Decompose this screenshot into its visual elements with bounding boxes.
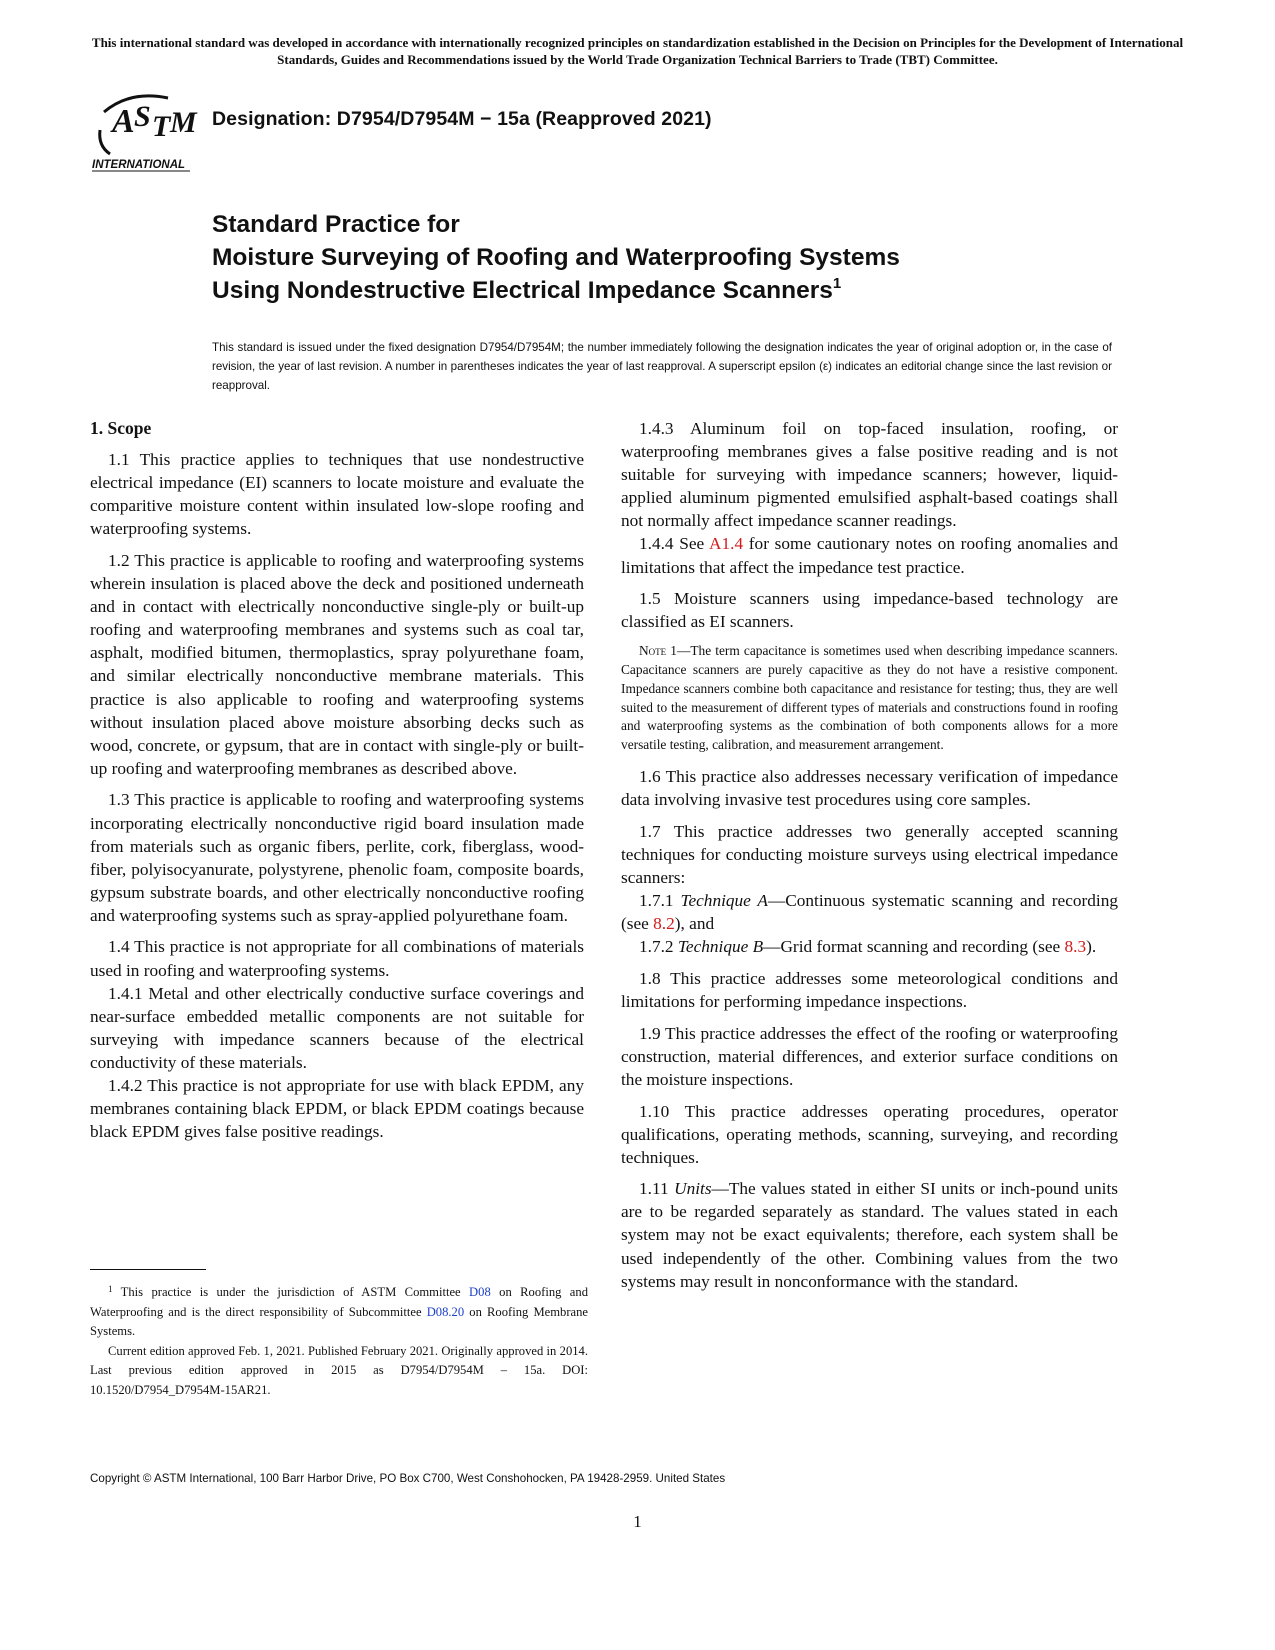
note-1: Note 1—The term capacitance is sometimes used when describing impedance scanners. Capacitance scanners are purely capacitive as they do not have a resistive component. Impedance scanners combine both capacitance and resistance for testing; thus, they are well suited to the measurement of different types of materials and constructions found in roofing and waterproofing systems as the combination of both components allows for a more versatile testing, calibration, and measurement arrangement. <box>621 642 1118 753</box>
title-line-3: Using Nondestructive Electrical Impedance Scanners$^1$ <box>212 275 842 304</box>
paragraph-1-4-4: 1.4.4 See A1.4 for some cautionary notes on roofing anomalies and limitations that affect the impedance test practice. <box>621 534 1118 577</box>
svg-text:A: A <box>112 103 135 140</box>
paragraph-1-7-2: 1.7.2 Technique B—Grid format scanning and recording (see 8.3). <box>639 937 1097 957</box>
paragraph-1-3: 1.3 This practice is applicable to roofing and waterproofing systems incorporating electrically nonconductive rigid board insulation made from materials such as organic fibers, perlite, cork, fiberglass, wood-fiber, polyisocyanurate, polystyrene, phenolic foam, composite boards, gypsum substrate boards, and other electrically nonconductive roofing and waterproofing systems such as spray-applied polyurethane foam. <box>90 790 584 925</box>
page-number: 1 <box>633 1512 642 1531</box>
paragraph-1-10: 1.10 This practice addresses operating procedures, operator qualifications, operating methods, scanning, surveying, and recording techniques. <box>621 1101 1118 1167</box>
section-heading-scope: 1. Scope <box>90 418 152 438</box>
title-line-2: Moisture Surveying of Roofing and Waterproofing Systems <box>212 244 900 271</box>
paragraph-1-7: 1.7 This practice addresses two generally accepted scanning techniques for conducting moisture surveys using electrical impedance scanners: <box>621 821 1118 888</box>
link-d08-20[interactable]: D08.20 <box>426 1304 465 1319</box>
paragraph-1-2: 1.2 This practice is applicable to roofing and waterproofing systems wherein insulation is placed above the deck and positioned underneath and in contact with electrically nonconductive single-ply or built-up roofing and waterproofing membranes and systems such as coal tar, asphalt, modified bitumen, thermoplastics, spray polyurethane foam, and similar electrically nonconductive membrane materials. This practice is also applicable to roofing and waterproofing systems without insulation placed above moisture absorbing decks such as wood, concrete, or gypsum, that are in contact with single-ply or built-up roofing and waterproofing membranes as described above. <box>90 550 584 778</box>
edition-note: Current edition approved Feb. 1, 2021. Published February 2021. Originally approved in 2014. Last previous edition approved in 2015 as D7954/D7954M – 15a. DOI: 10.1520/D7954_D7954M-15AR21. <box>90 1343 588 1397</box>
title-block <box>212 208 1112 307</box>
footnote-divider <box>90 1269 206 1270</box>
link-a1-4[interactable]: A1.4 <box>709 534 744 554</box>
link-8-2[interactable]: 8.2 <box>653 914 675 934</box>
title-footnote-ref[interactable]: 1 <box>832 275 842 292</box>
paragraph-1-4-1: 1.4.1 Metal and other electrically conductive surface coverings and near-surface embedded metallic components are not suitable for surveying with impedance scanners because of the electrical conductivity of these materials. <box>90 983 584 1072</box>
issuance-statement: This standard is issued under the fixed designation D7954/D7954M; the number immediately following the designation indicates the year of original adoption or, in the case of revision, the year of last revision. A number in parentheses indicates the year of last reapproval. A superscript epsilon (ε) indicates an editorial change since the last revision or reapproval. <box>212 341 1112 392</box>
footnotes <box>90 1283 588 1400</box>
paragraph-1-11: 1.11 Units—The values stated in either SI units or inch-pound units are to be regarded separately as standard. The values stated in each system may not be exact equivalents; therefore, each system shall be used independently of the other. Combining values from the two systems may result in nonconformance with the standard. <box>621 1179 1118 1291</box>
paragraph-1-8: 1.8 This practice addresses some meteorological conditions and limitations for performing impedance inspections. <box>621 969 1118 1012</box>
link-8-3[interactable]: 8.3 <box>1064 937 1087 957</box>
copyright-notice: Copyright © ASTM International, 100 Barr Harbor Drive, PO Box C700, West Conshohocken, PA 19428-2959. United States <box>90 1472 726 1485</box>
footnote-1: $^1$ This practice is under the jurisdiction of ASTM Committee D08 on Roofing and Waterproofing and is the direct responsibility of Subcommittee D08.20 on Roofing Membrane Systems. <box>90 1284 588 1338</box>
paragraph-1-1: 1.1 This practice applies to techniques that use nondestructive electrical impedance (EI) scanners to locate moisture and evaluate the comparitive moisture content within insulated low-slope roofing and waterproofing systems. <box>90 450 584 539</box>
paragraph-1-4-3: 1.4.3 Aluminum foil on top-faced insulation, roofing, or waterproofing membranes gives a false positive reading and is not suitable for surveying with impedance scanners; however, liquid-applied aluminum pigmented emulsified asphalt-based coatings shall not normally affect impedance scanner readings. <box>621 419 1118 531</box>
paragraph-1-9: 1.9 This practice addresses the effect of the roofing or waterproofing construction, material differences, and exterior surface conditions on the moisture inspections. <box>621 1023 1118 1089</box>
title-line-1: Standard Practice for <box>212 211 460 238</box>
paragraph-1-5: 1.5 Moisture scanners using impedance-based technology are classified as EI scanners. <box>621 589 1118 632</box>
note-label: Note 1 <box>639 642 677 658</box>
astm-logo <box>90 84 200 174</box>
right-column <box>621 417 1118 1301</box>
svg-text:T: T <box>152 110 171 143</box>
paragraph-1-7-1: 1.7.1 Technique A—Continuous systematic scanning and recording (see 8.2), and <box>621 891 1118 934</box>
designation: Designation: D7954/D7954M − 15a (Reapproved 2021) <box>212 108 712 130</box>
paragraph-1-6: 1.6 This practice also addresses necessary verification of impedance data involving invasive test procedures using core samples. <box>621 767 1118 810</box>
paragraph-1-4-2: 1.4.2 This practice is not appropriate for use with black EPDM, any membranes containing black EPDM, or black EPDM coatings because black EPDM gives false positive readings. <box>90 1076 584 1142</box>
logo-text: INTERNATIONAL <box>92 159 186 171</box>
paragraph-1-4: 1.4 This practice is not appropriate for all combinations of materials used in roofing and waterproofing systems. <box>90 937 584 980</box>
link-d08[interactable]: D08 <box>469 1285 491 1299</box>
left-column <box>90 417 584 1152</box>
svg-text:M: M <box>170 106 197 139</box>
svg-text:S: S <box>134 100 151 133</box>
wto-notice: This international standard was developed in accordance with internationally recognized principles on standardization established in the Decision on Principles for the Development of International Standards, Guides and Recommendations issued by the World Trade Organization Technical Barriers to Trade (TBT) Committee. <box>91 35 1184 67</box>
